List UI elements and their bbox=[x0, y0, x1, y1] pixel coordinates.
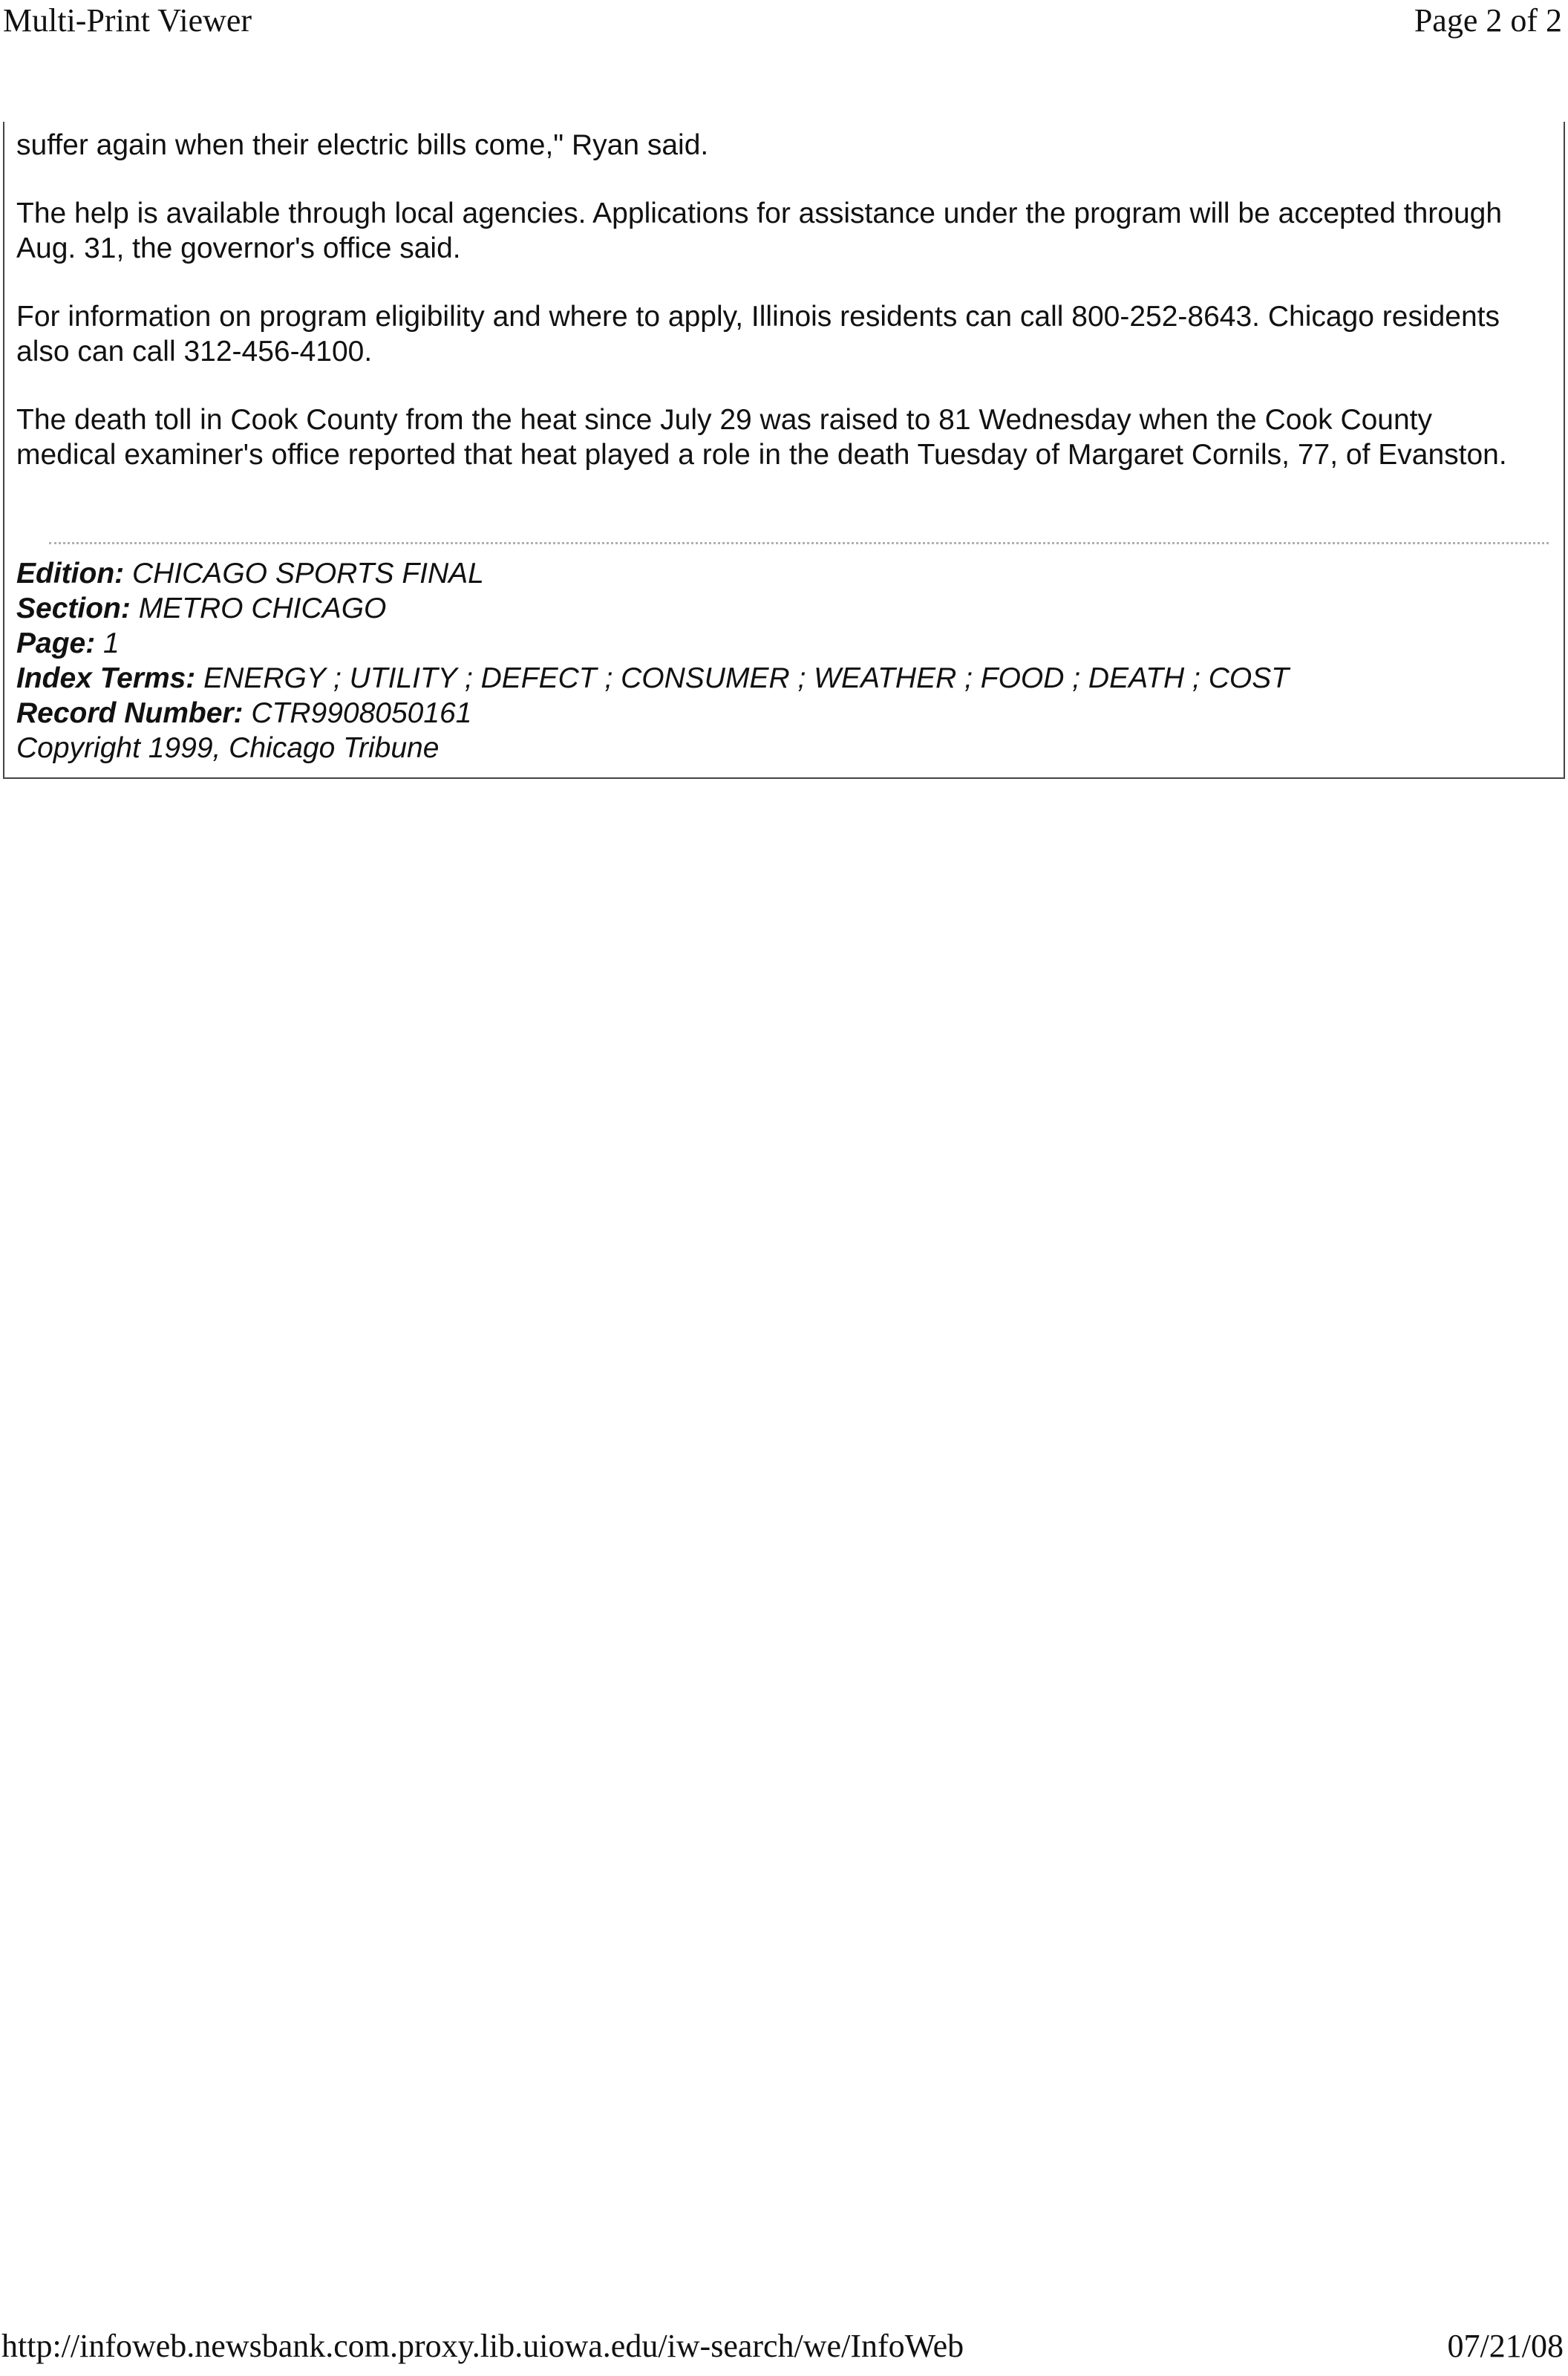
page-header bbox=[0, 0, 1568, 45]
record-number-value: CTR9908050161 bbox=[243, 697, 472, 729]
section-line bbox=[16, 591, 1546, 626]
article-paragraph: The death toll in Cook County from the heat since July 29 was raised to 81 Wednesday when the Cook County medical examiner's office reported that heat played a role in the death Tuesday of Margaret Cornils, 77, of Evanston. bbox=[16, 404, 1507, 471]
article-paragraph: suffer again when their electric bills come," Ryan said. bbox=[16, 129, 709, 161]
index-terms-line bbox=[16, 661, 1546, 696]
page-label: Page: bbox=[16, 627, 96, 659]
edition-value: CHICAGO SPORTS FINAL bbox=[124, 558, 484, 590]
edition-label: Edition: bbox=[16, 558, 125, 590]
edition-line bbox=[16, 556, 1546, 591]
article-paragraph: The help is available through local agencies. Applications for assistance under the program will be accepted through Aug. 31, the governor's office said. bbox=[16, 198, 1503, 264]
page-line bbox=[16, 626, 1546, 661]
index-terms-label: Index Terms: bbox=[16, 662, 196, 694]
article-metadata bbox=[16, 556, 1546, 766]
section-value: METRO CHICAGO bbox=[130, 593, 387, 624]
article-body bbox=[16, 128, 1538, 506]
record-number-label: Record Number: bbox=[16, 697, 244, 729]
index-terms-value: ENERGY ; UTILITY ; DEFECT ; CONSUMER ; WEATHER ; FOOD ; DEATH ; COST bbox=[195, 662, 1290, 694]
record-number-line bbox=[16, 696, 1546, 731]
viewer-title: Multi-Print Viewer bbox=[3, 2, 252, 39]
page-value: 1 bbox=[95, 627, 120, 659]
page-footer bbox=[0, 2327, 1568, 2372]
section-label: Section: bbox=[16, 593, 131, 624]
article-box bbox=[3, 122, 1565, 779]
separator-line bbox=[49, 542, 1549, 544]
page-indicator: Page 2 of 2 bbox=[1414, 2, 1562, 39]
print-date: 07/21/08 bbox=[1447, 2328, 1564, 2364]
article-paragraph: For information on program eligibility and where to apply, Illinois residents can call 800-252-8643. Chicago residents also can call 312-456-4100. bbox=[16, 301, 1500, 368]
copyright-line: Copyright 1999, Chicago Tribune bbox=[16, 732, 440, 764]
source-url: http://infoweb.newsbank.com.proxy.lib.uiowa.edu/iw-search/we/InfoWeb bbox=[1, 2328, 964, 2364]
